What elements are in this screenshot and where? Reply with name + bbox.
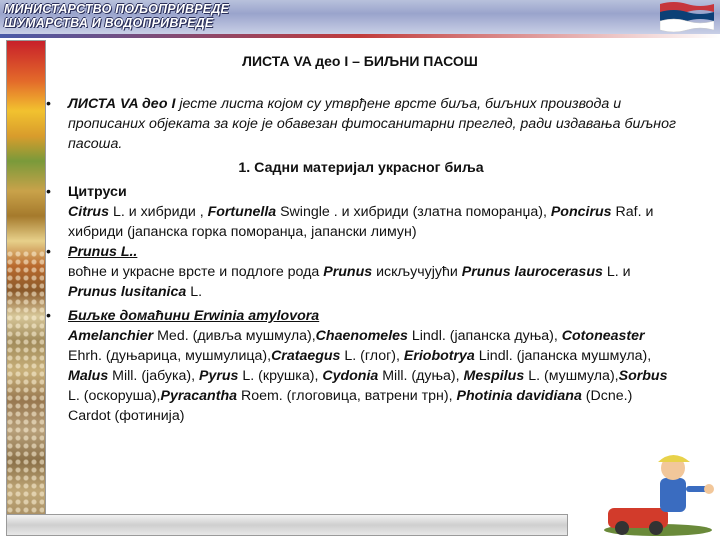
farmer-mascot-icon [600,448,716,536]
citrus-heading: Цитруси [68,184,127,200]
bullet-icon: • [46,184,51,200]
bullet-item-citrus [46,182,676,202]
header-banner [0,0,720,34]
subheading: 1. Садни материјал украсног биља [238,160,484,176]
serbian-flag-icon [660,2,714,32]
prunus-heading: Prunus L.. [68,244,138,260]
intro-label: ЛИСТА VA део I [68,96,176,112]
header-stripe [0,34,720,38]
bullet-icon: • [46,308,51,324]
hosts-heading: Биљке домаћини Erwinia amylovora [68,308,320,324]
left-photo-strip-texture [6,250,44,532]
bullet-icon: • [46,96,51,112]
bottom-decoration-bar [6,514,568,536]
slide-content [46,94,676,426]
bullet-item-hosts [46,306,676,326]
citrus-text: Citrus L. и хибриди , Fortunella Swingle . и хибриди (златна поморанџа), Poncirus Raf. и хибриди (јапанска горка поморанџа, јапански лимун) [68,204,654,240]
bullet-item-prunus [46,242,676,262]
bullet-item-intro [46,94,676,154]
bullet-icon: • [46,244,51,260]
prunus-text: воћне и украсне врсте и подлоге рода Prunus искључујући Prunus laurocerasus L. и Prunus lusitanica L. [68,264,631,300]
hosts-text: Amelanchier Med. (дивља мушмула),Chaenomeles Lindl. (јапанска дуња), Cotoneaster Ehrh. (дуњарица, мушмулица),Crataegus L. (глог), Eriobotrya Lindl. (јапанска мушмула), Malus Mill. (јабука), Pyrus L. (крушка), Cydonia Mill. (дуња), Mespilus L. (мушмула),Sorbus L. (оскоруша),Pyracantha Roem. (глоговица, ватрени трн), Photinia davidiana (Dcne.) Cardot (фотинија) [68,328,668,424]
slide-title: ЛИСТА VA део I – БИЉНИ ПАСОШ [242,53,478,69]
ministry-logo-text [4,2,229,30]
intro-text: јесте листа којом су утврђене врсте биља, биљних производа и прописаних објеката за које је обавезан фитосанитарни преглед, ради издавања биљног пасоша. [68,96,676,152]
ministry-line-2: ШУМАРСТВА И ВОДОПРИВРЕДЕ [4,16,214,30]
ministry-line-1: МИНИСТАРСТВО ПОЉОПРИВРЕДЕ [4,2,230,16]
